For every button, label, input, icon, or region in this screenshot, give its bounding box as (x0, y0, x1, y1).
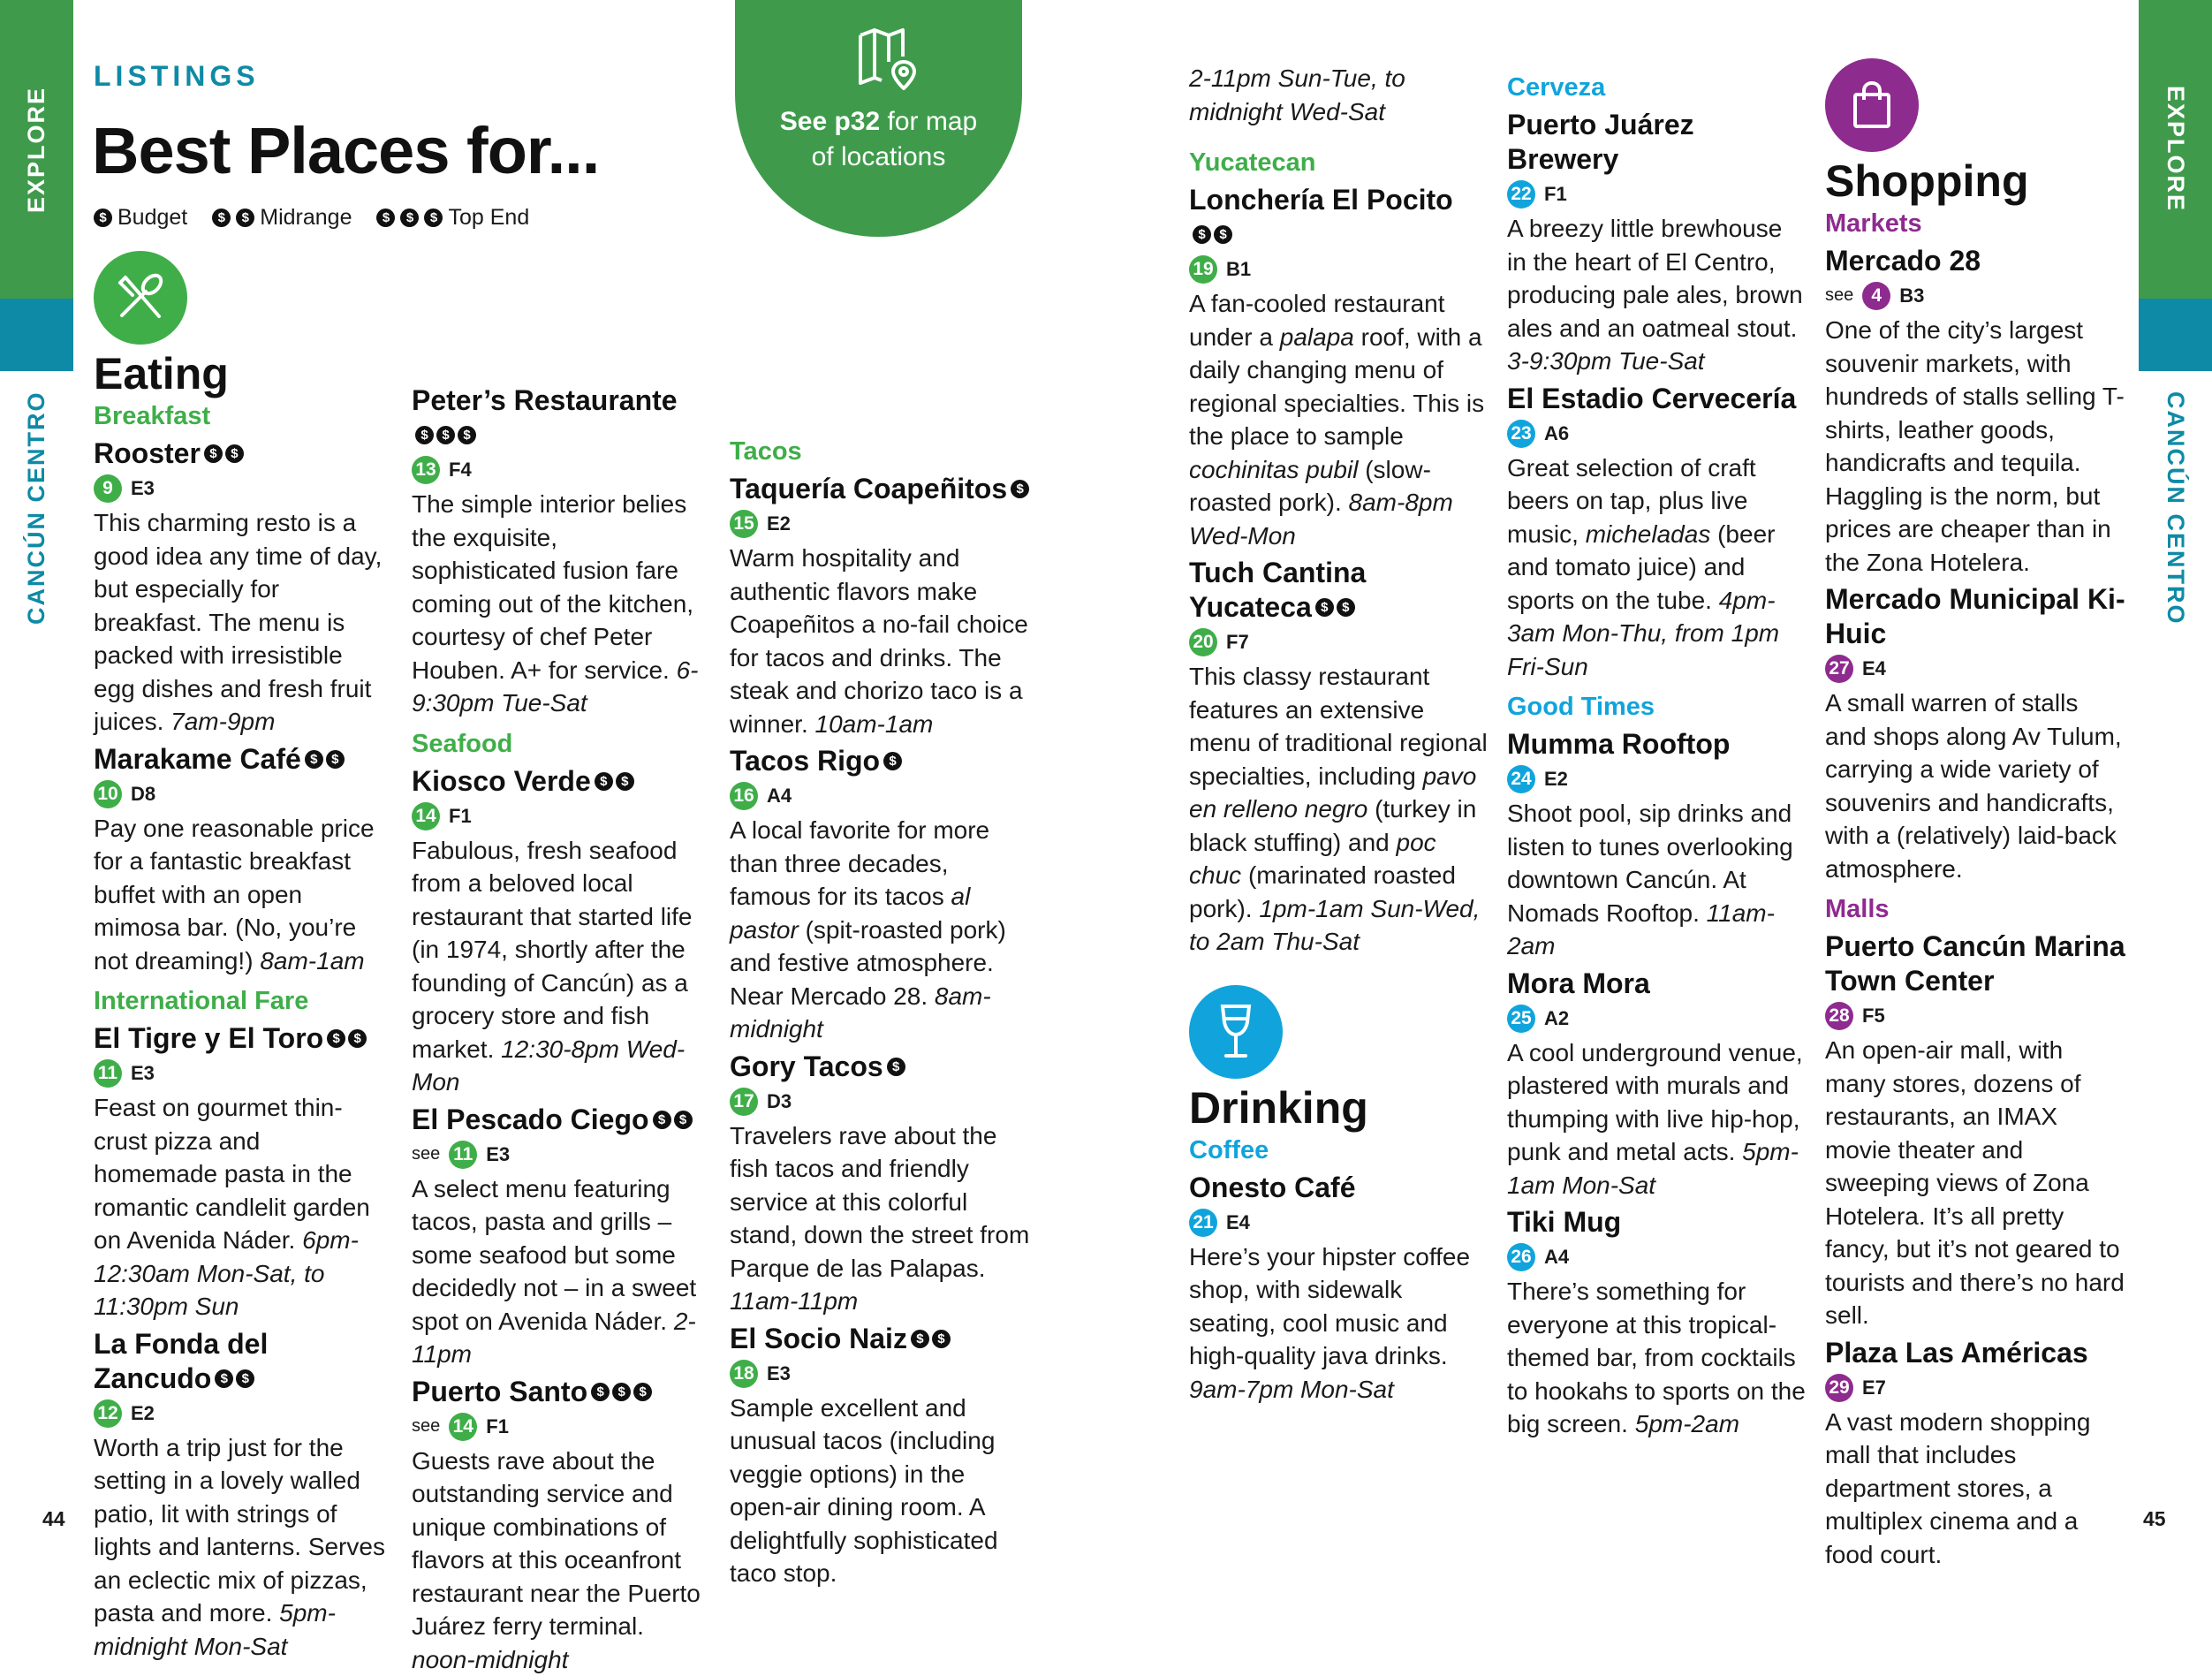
column-5 (1507, 71, 1807, 1441)
map-ref: 24 E2 (1507, 762, 1807, 797)
map-pin-number: 18 (730, 1360, 758, 1388)
listing-description: Worth a trip just for the setting in a lovely walled patio, lit with strings of lights and lanterns. Serves an eclectic mix of pizzas, pasta and more. 5pm-midnight Mon-Sat (94, 1431, 389, 1664)
map-reference-text: See p32 for map of locations (735, 104, 1022, 175)
dollar-icon: $ (424, 209, 443, 227)
map-ref: 17 D3 (730, 1084, 1030, 1119)
drinking-title: Drinking (1189, 1082, 1489, 1134)
listing-name: Gory Tacos $ (730, 1050, 1030, 1084)
column-1 (94, 247, 389, 1663)
section-kicker: LISTINGS (94, 60, 260, 93)
yucatecan-heading: Yucatecan (1189, 146, 1489, 179)
listing-name: Puerto Cancún Marina Town Center (1825, 929, 2125, 998)
listing-description: Feast on gourmet thin-crust pizza and homemade pasta in the romantic candlelit garden on Avenida Náder. 6pm-12:30am Mon-Sat, to 11:30pm Sun (94, 1091, 389, 1323)
fork-knife-icon (94, 251, 187, 345)
listing-name: Rooster $ $ (94, 436, 389, 471)
tacos-heading: Tacos (730, 435, 1030, 468)
legend-label: Top End (448, 205, 529, 231)
map-pin-number: 9 (94, 474, 122, 503)
listing-name: Tiki Mug (1507, 1205, 1807, 1240)
listing-name: Mercado Municipal Ki-Huic (1825, 582, 2125, 651)
map-pin-number: 11 (449, 1141, 477, 1169)
map-ref: see 14 F1 (412, 1409, 707, 1445)
cerveza-heading: Cerveza (1507, 71, 1807, 104)
price-icon: $ $ (595, 772, 634, 791)
map-ref: 29 E7 (1825, 1370, 2125, 1406)
area-label: CANCÚN CENTRO (0, 371, 73, 645)
listing-hours: 2-11pm Sun-Tue, to midnight Wed-Sat (1189, 62, 1489, 128)
map-ref: 25 A2 (1507, 1001, 1807, 1036)
good-times-heading: Good Times (1507, 690, 1807, 724)
listing-description: An open-air mall, with many stores, dozens of restaurants, an IMAX movie theater and sweeping views of Zona Hotelera. It’s all pretty fancy, but it’s not geared to tourists and there’s no hard sell. (1825, 1034, 2125, 1332)
listing-description: A breezy little brewhouse in the heart of El Centro, producing pale ales, brown ales and an oatmeal stout. 3-9:30pm Tue-Sat (1507, 212, 1807, 378)
price-icon: $ $ (911, 1330, 951, 1348)
map-pin-number: 29 (1825, 1374, 1853, 1402)
map-ref: see 4 B3 (1825, 278, 2125, 314)
listing-description: A vast modern shopping mall that includes department stores, a multiplex cinema and a food court. (1825, 1406, 2125, 1572)
listing-name: Mercado 28 (1825, 244, 2125, 278)
listing-description: Guests rave about the outstanding service and unique combinations of flavors at this oceanfront restaurant near the Puerto Juárez ferry terminal. noon-midnight (412, 1445, 707, 1676)
legend-label: Midrange (260, 205, 352, 231)
dollar-icon: $ (400, 209, 419, 227)
map-ref: 11 E3 (94, 1056, 389, 1091)
listing-name: Kiosco Verde $ $ (412, 764, 707, 799)
shopping-bag-icon (1825, 58, 1919, 152)
seafood-heading: Seafood (412, 727, 707, 761)
price-icon: $ $ $ (591, 1383, 652, 1401)
tab-teal-block (2139, 299, 2212, 371)
listing-description: A small warren of stalls and shops along Av Tulum, carrying a wide variety of souvenirs and handicrafts, with a (relatively) laid-back atmosphere. (1825, 686, 2125, 885)
column-3 (730, 428, 1030, 1590)
listing-name: Puerto Santo $ $ $ (412, 1375, 707, 1409)
price-icon: $ (887, 1058, 905, 1076)
column-6 (1825, 55, 2125, 1571)
map-ref: 13 F4 (412, 452, 707, 488)
map-pin-number: 4 (1862, 282, 1890, 310)
map-reference-badge (735, 0, 1022, 237)
map-ref: 26 A4 (1507, 1240, 1807, 1275)
page-number-right: 45 (2143, 1507, 2166, 1531)
map-ref: 22 F1 (1507, 177, 1807, 212)
listing-name: Tacos Rigo $ (730, 744, 1030, 778)
column-4 (1189, 62, 1489, 1406)
dollar-icon: $ (212, 209, 231, 227)
listing-description: A cool underground venue, plastered with murals and thumping with live hip-hop, punk and metal acts. 5pm-1am Mon-Sat (1507, 1036, 1807, 1202)
listing-name: El Socio Naiz $ $ (730, 1322, 1030, 1356)
map-ref: 23 A6 (1507, 416, 1807, 451)
eating-title: Eating (94, 348, 389, 399)
dollar-icon: $ (376, 209, 395, 227)
map-pin-number: 10 (94, 780, 122, 808)
price-icon: $ (1011, 480, 1029, 498)
map-pin-number: 15 (730, 510, 758, 538)
legend-midrange (212, 205, 352, 231)
legend-budget (94, 205, 187, 231)
map-ref: 18 E3 (730, 1356, 1030, 1392)
map-ref: see 11 E3 (412, 1137, 707, 1172)
dollar-icon: $ (94, 209, 112, 227)
listing-name: La Fonda del Zancudo $ $ (94, 1327, 389, 1396)
listing-name: Mumma Rooftop (1507, 727, 1807, 762)
price-icon: $ $ (327, 1029, 367, 1048)
listing-name: Puerto Juárez Brewery (1507, 108, 1807, 177)
listing-name: Tuch Cantina Yucateca $ $ (1189, 556, 1489, 625)
dollar-icon: $ (236, 209, 254, 227)
price-legend (94, 205, 529, 231)
listing-description: Great selection of craft beers on tap, plus live music, micheladas (beer and tomato juice) and sports on the tube. 4pm-3am Mon-Thu, from 1pm Fri-Sun (1507, 451, 1807, 684)
map-pin-number: 17 (730, 1088, 758, 1116)
listing-description: This charming resto is a good idea any time of day, but especially for breakfast. The menu is packed with irresistible egg dishes and fresh fruit juices. 7am-9pm (94, 506, 389, 739)
side-tab-right (2139, 0, 2212, 1596)
map-ref: 15 E2 (730, 506, 1030, 542)
section-label: EXPLORE (0, 0, 73, 299)
price-icon: $ $ (1193, 225, 1232, 244)
map-pin-number: 20 (1189, 628, 1217, 656)
listing-name: Marakame Café $ $ (94, 742, 389, 777)
listing-description: Shoot pool, sip drinks and listen to tunes overlooking downtown Cancún. At Nomads Rooftop. 11am-2am (1507, 797, 1807, 963)
map-pin-number: 27 (1825, 655, 1853, 683)
listing-description: Here’s your hipster coffee shop, with sidewalk seating, cool music and high-quality java drinks. 9am-7pm Mon-Sat (1189, 1240, 1489, 1407)
map-ref: 16 A4 (730, 778, 1030, 814)
map-ref: 20 F7 (1189, 625, 1489, 660)
malls-heading: Malls (1825, 892, 2125, 926)
price-icon: $ (883, 752, 902, 770)
listing-name: Onesto Café (1189, 1171, 1489, 1205)
map-pin-number: 13 (412, 456, 440, 484)
page-title: Best Places for... (92, 113, 599, 188)
map-ref: 19 B1 (1189, 252, 1489, 287)
listing-name: Plaza Las Américas (1825, 1336, 2125, 1370)
listing-description: Pay one reasonable price for a fantastic breakfast buffet with an open mimosa bar. (No, you’re not dreaming!) 8am-1am (94, 812, 389, 978)
map-ref: 14 F1 (412, 799, 707, 834)
legend-topend (376, 205, 529, 231)
side-tab-left (0, 0, 73, 1596)
listing-name: Peter’s Restaurante $ $ $ (412, 383, 707, 452)
section-label: EXPLORE (2139, 0, 2212, 299)
map-pin-number: 16 (730, 782, 758, 810)
listing-description: A select menu featuring tacos, pasta and grills – some seafood but some decidedly not – in a sweet spot on Avenida Náder. 2-11pm (412, 1172, 707, 1371)
listing-name: El Estadio Cervecería (1507, 382, 1807, 416)
listing-description: A local favorite for more than three decades, famous for its tacos al pastor (spit-roasted pork) and festive atmosphere. Near Mercado 28. 8am-midnight (730, 814, 1030, 1046)
column-2 (412, 380, 707, 1676)
price-icon: $ $ (1315, 598, 1355, 617)
listing-description: Warm hospitality and authentic flavors make Coapeñitos a no-fail choice for tacos and drinks. The steak and chorizo taco is a winner. 10am-1am (730, 542, 1030, 740)
area-label: CANCÚN CENTRO (2139, 371, 2212, 645)
map-pin-number: 14 (449, 1413, 477, 1441)
markets-heading: Markets (1825, 207, 2125, 240)
map-ref: 28 F5 (1825, 998, 2125, 1034)
map-pin-number: 21 (1189, 1209, 1217, 1237)
map-pin-icon (855, 27, 920, 92)
coffee-heading: Coffee (1189, 1134, 1489, 1167)
listing-description: One of the city’s largest souvenir markets, with hundreds of stalls selling T-shirts, leather goods, handicrafts and tequila. Haggling is the norm, but prices are cheaper than in the Zona Hotelera. (1825, 314, 2125, 579)
listing-name: Mora Mora (1507, 967, 1807, 1001)
price-icon: $ $ (653, 1111, 693, 1129)
price-icon: $ $ (204, 444, 244, 463)
legend-label: Budget (117, 205, 187, 231)
listing-name: Lonchería El Pocito $ $ (1189, 183, 1489, 252)
price-icon: $ $ $ (415, 426, 476, 444)
wine-glass-icon (1189, 985, 1283, 1079)
map-pin-number: 23 (1507, 420, 1535, 448)
map-pin-number: 22 (1507, 180, 1535, 209)
international-heading: International Fare (94, 984, 389, 1018)
map-pin-number: 24 (1507, 765, 1535, 793)
map-pin-number: 28 (1825, 1002, 1853, 1030)
price-icon: $ $ (215, 1369, 254, 1388)
listing-description: This classy restaurant features an extensive menu of traditional regional specialties, including pavo en relleno negro (turkey in black stuffing) and poc chuc (marinated roasted pork). 1pm-1am Sun-Wed, to 2am Thu-Sat (1189, 660, 1489, 959)
listing-name: El Pescado Ciego $ $ (412, 1103, 707, 1137)
map-ref: 9 E3 (94, 471, 389, 506)
shopping-title: Shopping (1825, 155, 2125, 207)
map-pin-number: 11 (94, 1059, 122, 1088)
map-ref: 12 E2 (94, 1396, 389, 1431)
listing-name: Taquería Coapeñitos $ (730, 472, 1030, 506)
listing-description: Fabulous, fresh seafood from a beloved local restaurant that started life (in 1974, shortly after the founding of Cancún) as a grocery store and fish market. 12:30-8pm Wed-Mon (412, 834, 707, 1099)
map-ref: 27 E4 (1825, 651, 2125, 686)
listing-description: Travelers rave about the fish tacos and friendly service at this colorful stand, down the street from Parque de las Palapas. 11am-11pm (730, 1119, 1030, 1318)
map-pin-number: 19 (1189, 255, 1217, 284)
listing-description: The simple interior belies the exquisite, sophisticated fusion fare coming out of the kitchen, courtesy of chef Peter Houben. A+ for service. 6-9:30pm Tue-Sat (412, 488, 707, 720)
map-pin-number: 26 (1507, 1243, 1535, 1271)
map-ref: 21 E4 (1189, 1205, 1489, 1240)
map-pin-number: 14 (412, 802, 440, 830)
tab-teal-block (0, 299, 73, 371)
page-number-left: 44 (42, 1507, 65, 1531)
map-ref: 10 D8 (94, 777, 389, 812)
breakfast-heading: Breakfast (94, 399, 389, 433)
listing-description: There’s something for everyone at this tropical-themed bar, from cocktails to hookahs to sports on the big screen. 5pm-2am (1507, 1275, 1807, 1441)
map-pin-number: 12 (94, 1399, 122, 1428)
listing-description: A fan-cooled restaurant under a palapa roof, with a daily changing menu of regional specialties. This is the place to sample cochinitas pubil (slow-roasted pork). 8am-8pm Wed-Mon (1189, 287, 1489, 552)
price-icon: $ $ (305, 750, 345, 769)
map-pin-number: 25 (1507, 1005, 1535, 1033)
listing-name: El Tigre y El Toro $ $ (94, 1021, 389, 1056)
listing-description: Sample excellent and unusual tacos (including veggie options) in the open-air dining room. A delightfully sophisticated taco stop. (730, 1392, 1030, 1590)
